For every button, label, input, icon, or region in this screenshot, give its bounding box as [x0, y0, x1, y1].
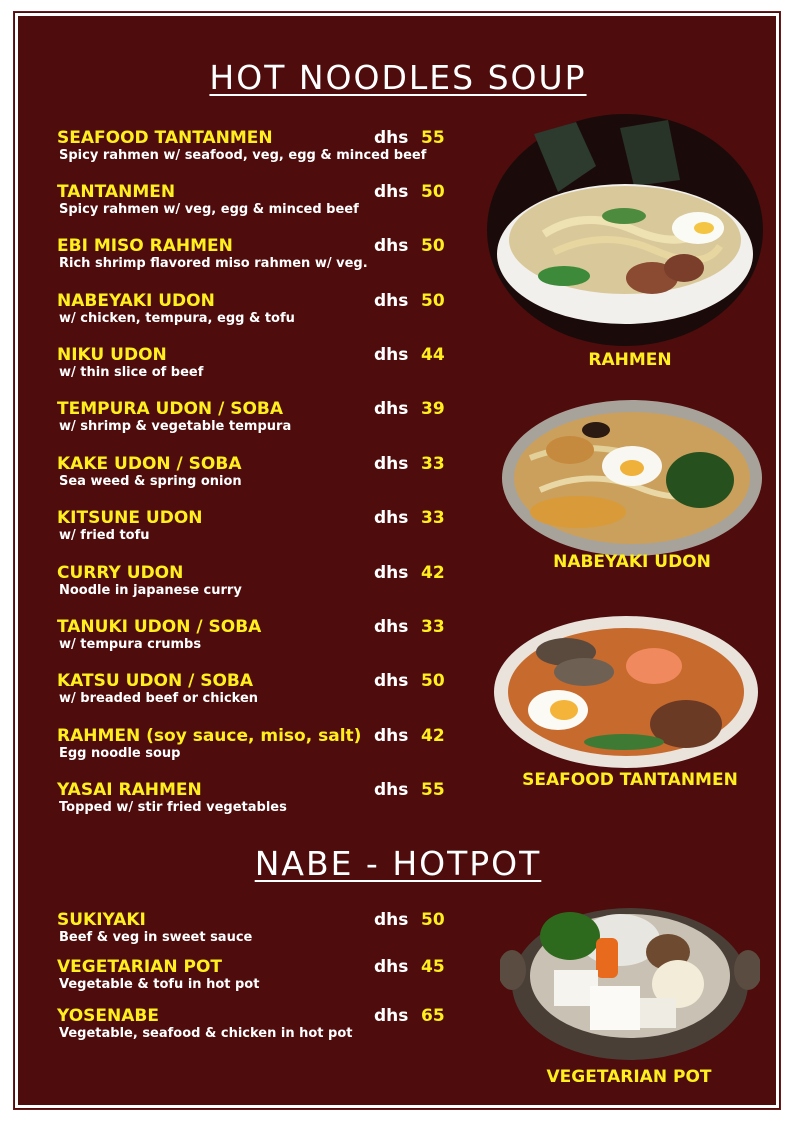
menu-page [13, 11, 781, 1110]
menu-item [57, 563, 457, 599]
menu-item [57, 291, 457, 327]
item-price: 50 [421, 910, 445, 930]
item-description: Spicy rahmen w/ veg, egg & minced beef [59, 202, 359, 217]
item-currency: dhs [374, 957, 409, 977]
item-description: Egg noodle soup [59, 746, 181, 761]
section-title-text: NABE - HOTPOT [254, 844, 542, 883]
item-name: SUKIYAKI [57, 910, 146, 930]
item-price: 33 [421, 508, 445, 528]
menu-item [57, 508, 457, 544]
item-description: w/ thin slice of beef [59, 365, 204, 380]
item-description: Spicy rahmen w/ seafood, veg, egg & minced beef [59, 148, 427, 163]
item-name: KAKE UDON / SOBA [57, 454, 242, 474]
seafood-tantanmen-photo [494, 612, 758, 772]
item-currency: dhs [374, 780, 409, 800]
menu-item [57, 182, 457, 218]
item-name: TANTANMEN [57, 182, 176, 202]
photo-caption: SEAFOOD TANTANMEN [522, 770, 738, 790]
item-price: 55 [421, 128, 445, 148]
item-price: 55 [421, 780, 445, 800]
item-price: 65 [421, 1006, 445, 1026]
item-price: 33 [421, 617, 445, 637]
item-price: 42 [421, 726, 445, 746]
item-currency: dhs [374, 910, 409, 930]
item-description: Noodle in japanese curry [59, 583, 242, 598]
menu-item [57, 671, 457, 707]
item-currency: dhs [374, 399, 409, 419]
item-name: CURRY UDON [57, 563, 184, 583]
item-currency: dhs [374, 182, 409, 202]
item-description: w/ fried tofu [59, 528, 150, 543]
menu-item [57, 1006, 457, 1042]
menu-item [57, 345, 457, 381]
item-price: 50 [421, 291, 445, 311]
item-name: NABEYAKI UDON [57, 291, 215, 311]
vegetarian-pot-photo [500, 880, 760, 1060]
item-price: 42 [421, 563, 445, 583]
item-currency: dhs [374, 128, 409, 148]
item-name: TEMPURA UDON / SOBA [57, 399, 284, 419]
photo-caption: RAHMEN [588, 350, 672, 370]
menu-item [57, 399, 457, 435]
photo-caption: VEGETARIAN POT [546, 1067, 712, 1087]
item-currency: dhs [374, 563, 409, 583]
section-title-nabe-hotpot [14, 844, 782, 883]
item-currency: dhs [374, 617, 409, 637]
item-currency: dhs [374, 671, 409, 691]
item-name: TANUKI UDON / SOBA [57, 617, 262, 637]
menu-item [57, 128, 457, 164]
item-price: 39 [421, 399, 445, 419]
item-price: 44 [421, 345, 445, 365]
menu-item [57, 910, 457, 946]
section-title-hot-noodles-soup [14, 58, 782, 97]
item-name: EBI MISO RAHMEN [57, 236, 233, 256]
photo-caption: NABEYAKI UDON [553, 552, 711, 572]
item-description: w/ breaded beef or chicken [59, 691, 259, 706]
item-currency: dhs [374, 236, 409, 256]
item-name: YOSENABE [57, 1006, 159, 1026]
item-currency: dhs [374, 726, 409, 746]
item-currency: dhs [374, 508, 409, 528]
item-name: RAHMEN (soy sauce, miso, salt) [57, 726, 362, 746]
item-currency: dhs [374, 291, 409, 311]
item-name: VEGETARIAN POT [57, 957, 222, 977]
item-price: 50 [421, 182, 445, 202]
item-description: Vegetable & tofu in hot pot [59, 977, 260, 992]
menu-item [57, 454, 457, 490]
item-name: YASAI RAHMEN [57, 780, 202, 800]
item-description: Topped w/ stir fried vegetables [59, 800, 287, 815]
menu-item [57, 957, 457, 993]
item-price: 45 [421, 957, 445, 977]
item-description: w/ tempura crumbs [59, 637, 202, 652]
item-name: NIKU UDON [57, 345, 167, 365]
item-description: Vegetable, seafood & chicken in hot pot [59, 1026, 353, 1041]
nabeyaki-udon-photo [500, 398, 764, 558]
item-name: KITSUNE UDON [57, 508, 203, 528]
item-name: SEAFOOD TANTANMEN [57, 128, 273, 148]
item-price: 50 [421, 236, 445, 256]
item-price: 50 [421, 671, 445, 691]
item-currency: dhs [374, 1006, 409, 1026]
item-description: Beef & veg in sweet sauce [59, 930, 253, 945]
item-description: Rich shrimp flavored miso rahmen w/ veg. [59, 256, 368, 271]
item-description: w/ shrimp & vegetable tempura [59, 419, 292, 434]
item-description: w/ chicken, tempura, egg & tofu [59, 311, 295, 326]
item-price: 33 [421, 454, 445, 474]
item-currency: dhs [374, 345, 409, 365]
menu-item [57, 726, 457, 762]
item-name: KATSU UDON / SOBA [57, 671, 254, 691]
item-description: Sea weed & spring onion [59, 474, 242, 489]
menu-item [57, 236, 457, 272]
menu-item [57, 617, 457, 653]
item-currency: dhs [374, 454, 409, 474]
rahmen-photo [484, 112, 766, 348]
section-title-text: HOT NOODLES SOUP [209, 58, 587, 97]
menu-item [57, 780, 457, 816]
